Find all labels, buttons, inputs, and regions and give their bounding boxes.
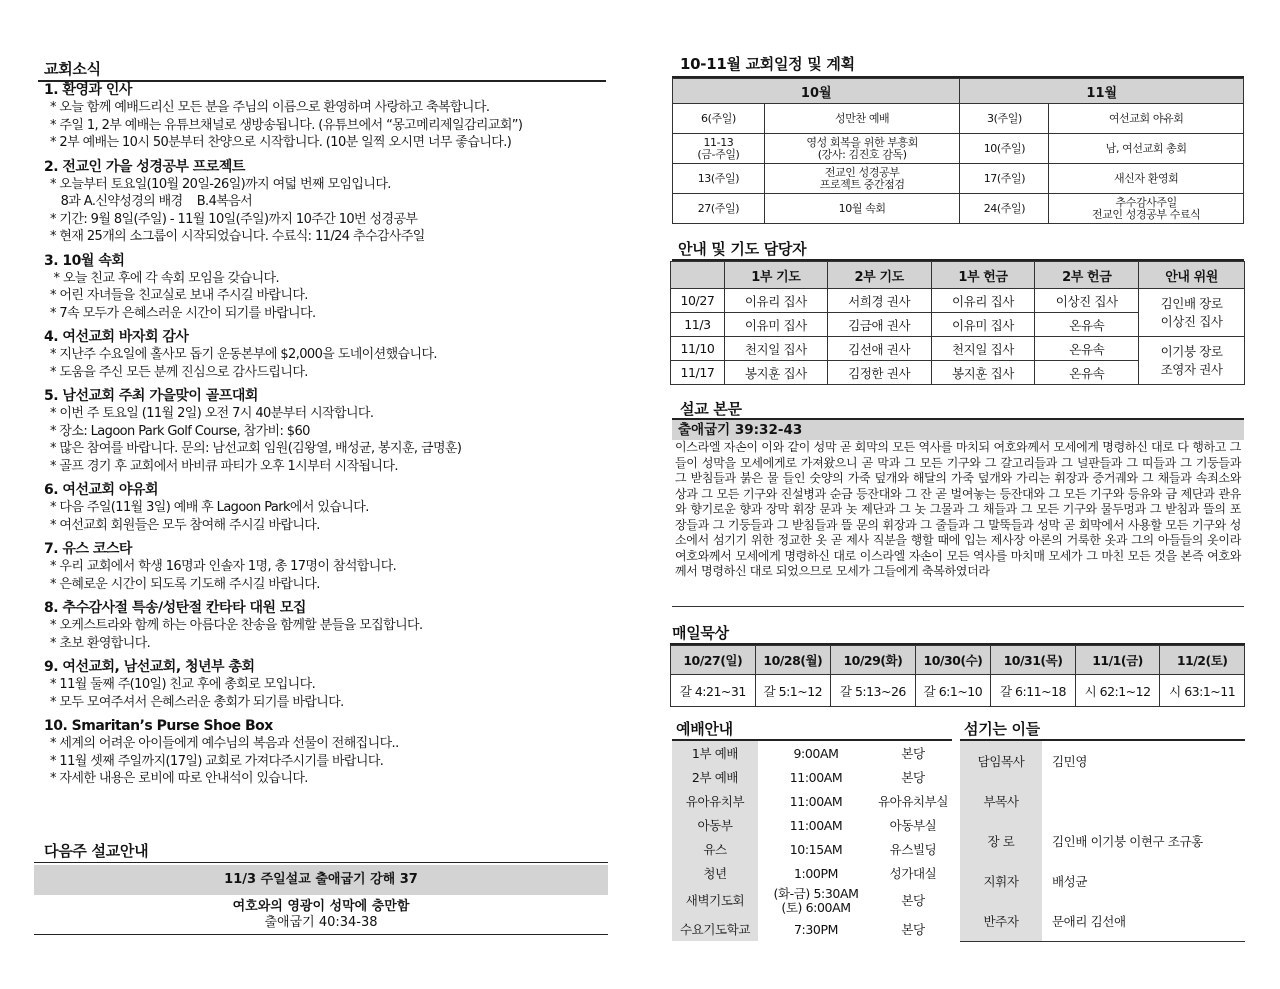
daily-day: 10/31(목) — [991, 646, 1076, 675]
schedule-row — [673, 194, 1244, 224]
worship-time: 11:00AM — [789, 817, 843, 833]
schedule-nov-date: 17(주일) — [960, 164, 1049, 194]
duty-table — [670, 261, 1245, 385]
duty-offering-2: 온유속 — [1035, 337, 1139, 361]
schedule-oct-date: 13(주일) — [673, 164, 765, 194]
sermon-reference: 출애굽기 39:32-43 — [672, 420, 1244, 440]
servant-row — [960, 861, 1245, 901]
duty-header: 1부 기도 — [724, 262, 827, 289]
duty-prayer-1: 천지일 집사 — [724, 337, 827, 361]
news-item-line: * 이번 주 토요일 (11월 2일) 오전 7시 40분부터 시작합니다. — [50, 406, 374, 421]
news-item — [44, 718, 604, 788]
daily-day: 10/27(일) — [671, 646, 756, 675]
news-item — [44, 659, 604, 711]
worship-row — [672, 917, 952, 941]
worship-name: 아동부 — [697, 818, 733, 833]
worship-place: 본당 — [901, 770, 925, 785]
daily-table — [670, 645, 1245, 707]
news-item-line: 8과 A.신약성경의 배경 B.4복음서 — [50, 194, 253, 209]
daily-day: 10/29(화) — [831, 646, 916, 675]
duty-prayer-2: 김금애 권사 — [827, 313, 931, 337]
worship-name: 수요기도학교 — [679, 922, 751, 937]
news-item — [44, 82, 604, 152]
servant-row — [960, 781, 1245, 821]
worship-name: 유스 — [703, 842, 727, 857]
news-item — [44, 329, 604, 381]
schedule-header-nov: 11월 — [960, 79, 1244, 104]
daily-passage: 갈 5:1~12 — [755, 675, 831, 707]
duty-prayer-1: 봉지훈 집사 — [724, 361, 827, 385]
divider — [34, 862, 608, 863]
servant-names: 배성균 — [1052, 874, 1088, 889]
news-item-heading: 3. 10월 속회 — [44, 252, 125, 269]
servant-role: 지휘자 — [983, 874, 1019, 889]
worship-place: 유아유치부실 — [877, 794, 949, 809]
news-item-line: * 7속 모두가 은혜스러운 시간이 되기를 바랍니다. — [50, 305, 316, 321]
worship-place: 유스빌딩 — [889, 842, 937, 857]
news-item-line: * 주일 1, 2부 예배는 유튜브채널로 생방송됩니다. (유튜브에서 “몽고메리제일감리교회”) — [50, 117, 523, 133]
duty-date: 11/17 — [671, 361, 725, 385]
church-news-title: 교회소식 — [44, 60, 101, 78]
duty-prayer-2: 김정한 권사 — [827, 361, 931, 385]
sermon-text: 이스라엘 자손이 이와 같이 성막 곧 회막의 모든 역사를 마치되 여호와께서 모세에게 명령하신 대로 다 행하고 그들이 성막을 모세에게로 가져왔으니 곧 막과 그 모든 기구와 그 갈고리들과 그 널판들과 그 띠들과 그 기둥들과 그 받침들과 붉은 물 들인 숫양의 가죽 덮개와 해달의 가죽 덮개와 가리는 휘장과 증거궤와 그 채들과 속죄소와 상과 그 모든 기구와 진설병과 순금 등잔대와 그 잔 곧 벌여놓는 등잔대와 그 모든 기구와 등유와 금 제단과 관유와 향기로운 향과 장막 휘장 문과 놋 제단과 그 놋 그물과 그 채들과 그 모든 기구와 물두멍과 그 받침과 뜰의 포장들과 그 기둥들과 그 받침들과 뜰 문의 휘장과 그 줄들과 그 말뚝들과 성막 곧 회막에서 사용할 모든 기구와 성소에서 섬기기 위한 정교한 옷 곧 제사 직분을 행할 때에 입는 제사장 아론의 거룩한 옷과 그의 아들들의 옷이라 여호와께서 모세에게 명령하신 대로 이스라엘 자손이 모든 역사를 마치매 모세가 그 마친 모든 것을 본즉 여호와께서 명령하신 대로 되었으므로 모세가 그들에게 축복하였더라 — [675, 440, 1241, 578]
worship-time: 7:30PM — [794, 921, 838, 937]
servant-role: 부목사 — [983, 794, 1019, 809]
news-item — [44, 159, 604, 246]
schedule-nov-event: 남, 여선교회 총회 — [1049, 134, 1244, 164]
servant-names — [1042, 781, 1245, 821]
schedule-title: 10-11월 교회일정 및 계획 — [680, 55, 855, 73]
news-item-line: * 지난주 수요일에 홀사모 돕기 운동본부에 $2,000을 도네이션했습니다. — [50, 347, 437, 362]
duty-date: 10/27 — [671, 289, 725, 313]
schedule-oct-event: 성만찬 예배 — [764, 104, 960, 134]
servant-names: 김인배 이기붕 이현구 조규홍 — [1052, 834, 1203, 849]
schedule-nov-event: 새신자 환영회 — [1049, 164, 1244, 194]
daily-passage: 갈 6:11~18 — [991, 675, 1076, 707]
worship-time: 1:00PM — [794, 865, 838, 881]
news-item-heading: 5. 남선교회 주최 가을맞이 골프대회 — [44, 388, 258, 404]
duty-header: 안내 위원 — [1139, 262, 1245, 289]
news-item-line: * 2부 예배는 10시 50분부터 찬양으로 시작합니다. (10분 일찍 오시면 너무 좋습니다.) — [50, 135, 512, 150]
next-sermon-title: 다음주 설교안내 — [44, 842, 149, 860]
news-item-heading: 10. Smaritan’s Purse Shoe Box — [44, 718, 273, 734]
duty-offering-1: 이유리 집사 — [931, 289, 1035, 313]
worship-place: 성가대실 — [889, 866, 937, 881]
news-item-heading: 9. 여선교회, 남선교회, 청년부 총회 — [44, 659, 255, 675]
news-item-line: * 장소: Lagoon Park Golf Course, 참가비: $60 — [50, 423, 310, 439]
schedule-row — [673, 104, 1244, 134]
news-item-line: * 다음 주일(11월 3일) 예배 후 Lagoon Park에서 있습니다. — [50, 500, 369, 515]
news-item — [44, 541, 604, 593]
news-item-line: * 11월 둘째 주(10일) 친교 후에 총회로 모입니다. — [50, 677, 316, 692]
duty-usher: 이기붕 장로 조영자 권사 — [1139, 337, 1245, 385]
worship-table — [672, 741, 952, 941]
servants-title: 섬기는 이들 — [964, 720, 1040, 738]
duty-header: 2부 기도 — [827, 262, 931, 289]
worship-title: 예배안내 — [676, 720, 733, 738]
duty-header: 1부 헌금 — [931, 262, 1035, 289]
news-item-heading: 4. 여선교회 바자회 감사 — [44, 329, 189, 345]
next-sermon-bar: 11/3 주일설교 출애굽기 강해 37 — [34, 865, 608, 895]
schedule-nov-event: 여선교회 야유회 — [1049, 104, 1244, 134]
worship-row — [672, 813, 952, 837]
schedule-header-oct: 10월 — [673, 79, 960, 104]
worship-row — [672, 861, 952, 885]
duty-prayer-1: 이유미 집사 — [724, 313, 827, 337]
servant-names: 김민영 — [1052, 754, 1088, 769]
news-item-heading: 2. 전교인 가을 성경공부 프로젝트 — [44, 158, 245, 175]
schedule-oct-date: 11-13 (금-주일) — [673, 134, 765, 164]
news-item-line: * 오늘 함께 예배드리신 모든 분을 주님의 이름으로 환영하며 사랑하고 축복합니다. — [50, 100, 490, 115]
worship-name: 유아유치부 — [685, 794, 745, 809]
daily-passage: 시 62:1~12 — [1075, 675, 1160, 707]
news-item — [44, 253, 604, 323]
news-item-line: * 오케스트라와 함께 하는 아름다운 찬송을 함께할 분들을 모집합니다. — [50, 618, 423, 633]
news-item — [44, 388, 604, 475]
news-item-line: * 자세한 내용은 로비에 따로 안내석이 있습니다. — [50, 771, 308, 786]
news-item-heading: 1. 환영과 인사 — [44, 82, 132, 98]
duty-corner — [671, 262, 725, 289]
worship-time: 9:00AM — [793, 745, 839, 761]
news-item — [44, 482, 604, 534]
duty-row — [671, 337, 1245, 361]
worship-place: 아동부실 — [889, 818, 937, 833]
worship-name: 새벽기도회 — [685, 893, 745, 908]
duty-date: 11/10 — [671, 337, 725, 361]
news-item-line: * 오늘 친교 후에 각 속회 모임을 갖습니다. — [50, 270, 280, 286]
schedule-table — [672, 78, 1244, 224]
servant-role: 반주자 — [983, 914, 1019, 929]
news-item-line: * 은혜로운 시간이 되도록 기도해 주시길 바랍니다. — [50, 576, 320, 592]
duty-offering-2: 온유속 — [1035, 361, 1139, 385]
schedule-nov-date: 10(주일) — [960, 134, 1049, 164]
schedule-oct-event: 전교인 성경공부 프로젝트 중간점검 — [764, 164, 960, 194]
worship-row — [672, 837, 952, 861]
duty-offering-1: 천지일 집사 — [931, 337, 1035, 361]
schedule-row — [673, 164, 1244, 194]
news-item-line: * 많은 참여를 바랍니다. 문의: 남선교회 임원(김왕열, 배성균, 봉지훈, 금명훈) — [50, 441, 462, 456]
duty-offering-1: 이유미 집사 — [931, 313, 1035, 337]
news-item-heading: 8. 추수감사절 특송/성탄절 칸타타 대원 모집 — [44, 600, 306, 616]
schedule-oct-date: 27(주일) — [673, 194, 765, 224]
worship-row — [672, 765, 952, 789]
worship-place: 본당 — [901, 893, 925, 908]
servant-names: 문애리 김선애 — [1052, 914, 1126, 929]
news-item — [44, 600, 604, 652]
daily-passage: 갈 6:1~10 — [915, 675, 991, 707]
duty-offering-1: 봉지훈 집사 — [931, 361, 1035, 385]
news-item-line: * 기간: 9월 8일(주일) - 11월 10일(주일)까지 10주간 10번 성경공부 — [50, 211, 418, 227]
worship-row — [672, 885, 952, 917]
worship-time: (화-금) 5:30AM (토) 6:00AM — [773, 886, 859, 915]
worship-row — [672, 741, 952, 765]
daily-passage: 갈 5:13~26 — [831, 675, 916, 707]
duty-offering-2: 온유속 — [1035, 313, 1139, 337]
sermon-box — [672, 418, 1244, 607]
daily-day: 11/2(토) — [1160, 646, 1245, 675]
duty-title: 안내 및 기도 담당자 — [678, 240, 807, 258]
duty-prayer-2: 김선애 권사 — [827, 337, 931, 361]
duty-date: 11/3 — [671, 313, 725, 337]
worship-name: 1부 예배 — [691, 746, 739, 761]
servant-role: 담임목사 — [977, 754, 1025, 769]
servant-row — [960, 821, 1245, 861]
news-item-line: * 여선교회 회원들은 모두 참여해 주시길 바랍니다. — [50, 517, 320, 533]
daily-day: 10/28(월) — [755, 646, 831, 675]
news-item-line: * 초보 환영합니다. — [50, 635, 151, 651]
servant-role: 장 로 — [987, 834, 1015, 849]
sermon-title: 설교 본문 — [680, 400, 742, 418]
schedule-oct-event: 영성 회복을 위한 부흥회 (강사: 김진호 감독) — [764, 134, 960, 164]
servant-row — [960, 901, 1245, 941]
servant-row — [960, 741, 1245, 781]
duty-prayer-1: 이유리 집사 — [724, 289, 827, 313]
schedule-nov-date: 3(주일) — [960, 104, 1049, 134]
duty-prayer-2: 서희경 권사 — [827, 289, 931, 313]
schedule-row — [673, 134, 1244, 164]
church-news-list — [44, 75, 604, 788]
schedule-oct-date: 6(주일) — [673, 104, 765, 134]
news-item-line: * 세계의 어려운 아이들에게 예수님의 복음과 선물이 전해집니다.. — [50, 736, 399, 751]
servants-table — [960, 741, 1245, 941]
news-item-line: * 어린 자녀들을 친교실로 보내 주시길 바랍니다. — [50, 288, 308, 303]
duty-header: 2부 헌금 — [1035, 262, 1139, 289]
worship-time: 11:00AM — [789, 769, 843, 785]
duty-offering-2: 이상진 집사 — [1035, 289, 1139, 313]
duty-row — [671, 289, 1245, 313]
news-item-line: * 모두 모여주셔서 은혜스러운 총회가 되기를 바랍니다. — [50, 694, 344, 710]
schedule-nov-event: 추수감사주일 전교인 성경공부 수료식 — [1049, 194, 1244, 224]
duty-usher: 김인배 장로 이상진 집사 — [1139, 289, 1245, 337]
worship-time: 10:15AM — [789, 841, 843, 857]
news-item-heading: 7. 유스 코스타 — [44, 541, 132, 557]
daily-passage: 시 63:1~11 — [1160, 675, 1245, 707]
divider — [34, 934, 608, 935]
next-sermon-passage: 출애굽기 40:34-38 — [264, 915, 378, 930]
worship-name: 청년 — [703, 866, 727, 881]
schedule-oct-event: 10월 속회 — [764, 194, 960, 224]
news-item-line: * 도움을 주신 모든 분께 진심으로 감사드립니다. — [50, 364, 308, 380]
daily-passage: 갈 4:21~31 — [671, 675, 756, 707]
worship-place: 본당 — [901, 746, 925, 761]
schedule-nov-date: 24(주일) — [960, 194, 1049, 224]
news-item-line: * 11월 셋째 주일까지(17일) 교회로 가져다주시기를 바랍니다. — [50, 753, 384, 769]
worship-row — [672, 789, 952, 813]
daily-title: 매일묵상 — [672, 624, 729, 642]
divider — [960, 941, 1245, 942]
news-item-heading: 6. 여선교회 야유회 — [44, 482, 158, 498]
worship-time: 11:00AM — [789, 793, 843, 809]
daily-day: 10/30(수) — [915, 646, 991, 675]
daily-day: 11/1(금) — [1075, 646, 1160, 675]
news-item-line: * 오늘부터 토요일(10월 20일-26일)까지 여덟 번째 모임입니다. — [50, 176, 391, 192]
news-item-line: * 현재 25개의 소그룹이 시작되었습니다. 수료식: 11/24 추수감사주일 — [50, 229, 425, 244]
news-item-line: * 골프 경기 후 교회에서 바비큐 파티가 오후 1시부터 시작됩니다. — [50, 458, 398, 474]
worship-place: 본당 — [901, 922, 925, 937]
news-item-line: * 우리 교회에서 학생 16명과 인솔자 1명, 총 17명이 참석합니다. — [50, 559, 397, 574]
next-sermon-title-text: 여호와의 영광이 성막에 충만함 — [232, 899, 410, 914]
worship-name: 2부 예배 — [691, 770, 739, 785]
